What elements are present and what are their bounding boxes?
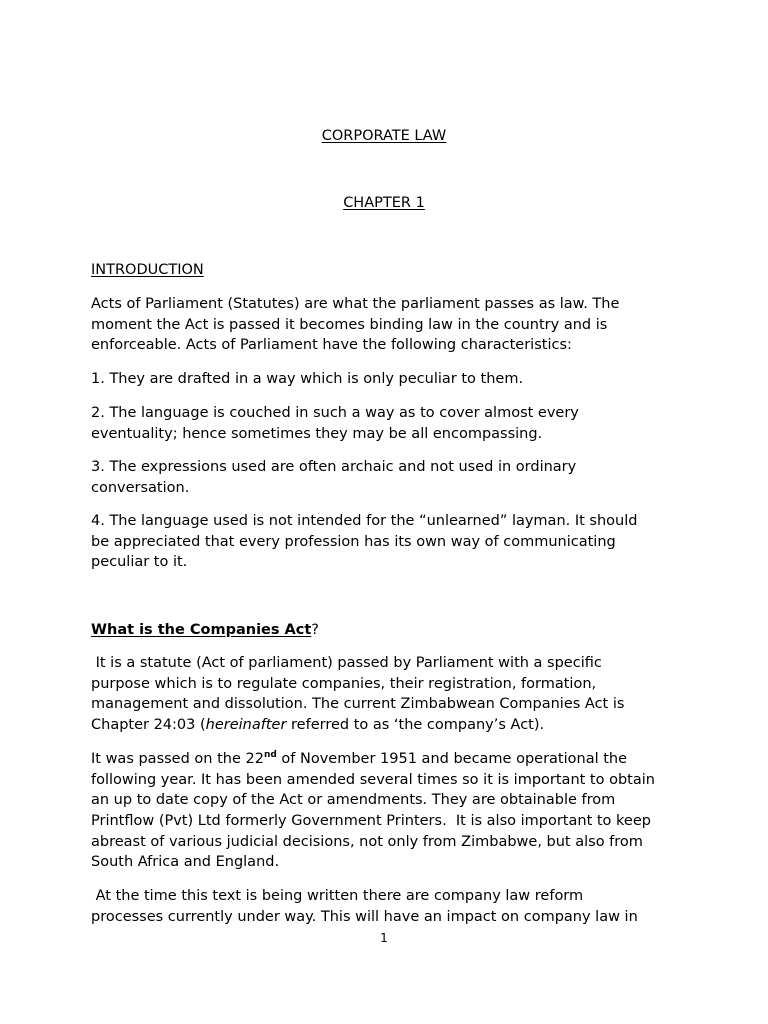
- chapter-heading: [0, 193, 768, 214]
- document-title-text: CORPORATE LAW: [321, 128, 447, 144]
- characteristic-line: 4. The language used is not intended for the “unlearned” layman. It should: [91, 513, 638, 529]
- history-paragraph: [91, 749, 691, 873]
- characteristic-line: conversation.: [91, 479, 190, 496]
- characteristic-line: be appreciated that every profession has its own way of communicating: [91, 533, 616, 550]
- characteristic-item: [91, 511, 691, 573]
- characteristic-line: peculiar to it.: [91, 554, 188, 571]
- definition-text: referred to as ‘the company’s Act).: [286, 717, 545, 734]
- intro-paragraph: [91, 294, 691, 356]
- companies-act-heading: [91, 620, 319, 641]
- history-line: abreast of various judicial decisions, not only from Zimbabwe, but also from: [91, 833, 643, 850]
- characteristic-item: [91, 457, 691, 498]
- characteristic-item: [91, 369, 691, 390]
- history-line: South Africa and England.: [91, 854, 280, 871]
- introduction-heading: [91, 260, 204, 281]
- characteristic-line: 3. The expressions used are often archaic and not used in ordinary: [91, 459, 577, 475]
- definition-line: purpose which is to regulate companies, their registration, formation,: [91, 675, 597, 692]
- definition-italic-text: hereinafter: [205, 717, 287, 734]
- characteristic-line: 1. They are drafted in a way which is only peculiar to them.: [91, 371, 524, 387]
- history-line: following year. It has been amended several times so it is important to obtain: [91, 771, 655, 788]
- history-line: an up to date copy of the Act or amendments. They are obtainable from: [91, 792, 616, 809]
- characteristic-line: eventuality; hence sometimes they may be all encompassing.: [91, 425, 543, 442]
- reform-paragraph: [91, 886, 691, 927]
- chapter-heading-text: CHAPTER 1: [343, 195, 425, 211]
- history-line: Printflow (Pvt) Ltd formerly Government Printers. It is also important to keep: [91, 813, 651, 830]
- introduction-heading-text: INTRODUCTION: [91, 262, 204, 278]
- companies-act-heading-mark: ?: [311, 622, 319, 638]
- intro-line: Acts of Parliament (Statutes) are what the parliament passes as law. The: [91, 296, 620, 312]
- page-number: 1: [380, 931, 388, 945]
- reform-line: At the time this text is being written there are company law reform: [91, 888, 584, 904]
- characteristic-line: 2. The language is couched in such a way as to cover almost every: [91, 405, 579, 421]
- definition-paragraph: [91, 653, 691, 736]
- intro-line: moment the Act is passed it becomes binding law in the country and is: [91, 316, 608, 333]
- companies-act-heading-text: What is the Companies Act: [91, 622, 312, 638]
- intro-line: enforceable. Acts of Parliament have the following characteristics:: [91, 337, 572, 354]
- history-line: [91, 749, 691, 770]
- definition-line: [91, 715, 691, 736]
- definition-line: It is a statute (Act of parliament) passed by Parliament with a specific: [91, 655, 602, 671]
- document-title: [0, 126, 768, 147]
- definition-line: management and dissolution. The current Zimbabwean Companies Act is: [91, 696, 625, 713]
- history-text: of November 1951 and became operational the: [276, 751, 628, 767]
- ordinal-suffix: nd: [263, 750, 277, 760]
- definition-text: Chapter 24:03 (: [91, 717, 206, 734]
- history-text: It was passed on the 22: [91, 751, 264, 767]
- characteristic-item: [91, 403, 691, 444]
- reform-line: processes currently under way. This will have an impact on company law in: [91, 908, 638, 925]
